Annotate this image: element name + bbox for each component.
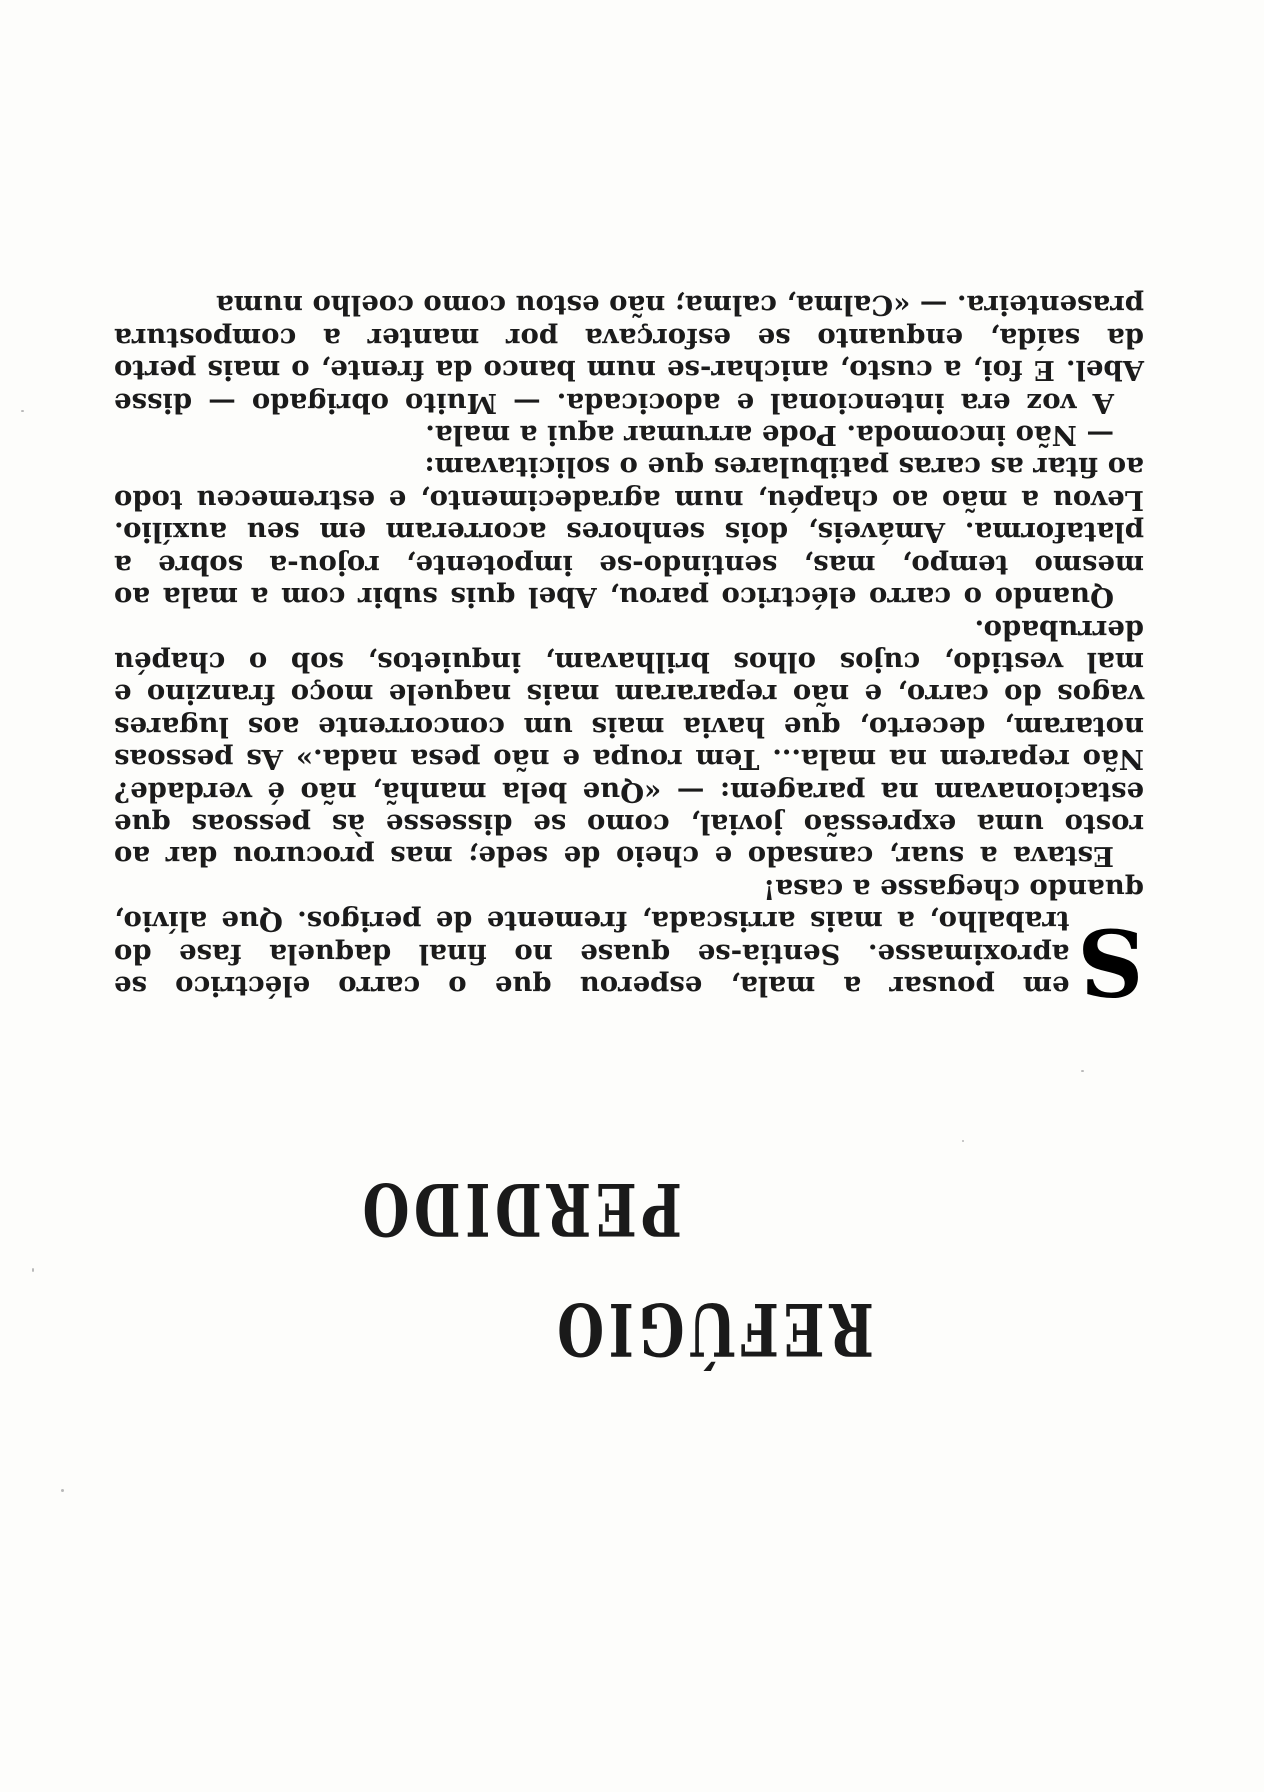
title-line-1: REFÚGIO — [552, 1287, 874, 1372]
print-speckle — [1081, 1070, 1084, 1072]
print-speckle — [32, 1268, 34, 1272]
drop-cap: S — [1077, 908, 1144, 1016]
print-speckle — [61, 1489, 64, 1492]
title-line-2: PERDIDO — [357, 1167, 682, 1252]
chapter-text — [114, 289, 1144, 1016]
paragraph-4: — Não incomoda. Pode arrumar aqui a mala. — [425, 419, 1114, 452]
paragraph-3: Quando o carro eléctrico parou, Abel quis subir com a mala ao mesmo tempo, mas, sentindo-se impotente, rojou-a sobre a plataforma. Amáveis, dois senhores acorreram em seu auxílio. Levou a mão ao chapéu, num agradecimento, e estremeceu todo ao fitar as caras patibulares que o solicitavam: — [114, 451, 1144, 614]
paragraph-2: Estava a suar, cansado e cheio de sede; mas procurou dar ao rosto uma expressão jovial, como se dissesse às pessoas que estacionavam na paragem: — «Que bela manhã, não é verdade? Não reparem na mala... Tem roupa e não pesa nada.» As pessoas notaram, decerto, que havia mais um concorrente aos lugares vagos do carro, e não repararam mais naquele moço franzino e mal vestido, cujos olhos brilhavam, inquietos, sob o chapéu derrubado. — [114, 613, 1144, 873]
paragraph-1 — [114, 872, 1144, 1016]
paragraph-1-text: em pousar a mala, esperou que o carro eléctrico se aproximasse. Sentia-se quase no final daquela fase do trabalho, a mais arriscada, fremente de perigos. Que alívio, quando chegasse a casa! — [114, 872, 1144, 1002]
print-speckle — [21, 410, 24, 412]
paragraph-5: A voz era intencional e adocicada. — Muito obrigado — disse Abel. E foi, a custo, anichar-se num banco da frente, o mais perto da saída, enquanto se esforçava por manter a compostura prasenteira. — «Calma, calma; não estou como coelho numa — [114, 289, 1144, 419]
print-speckle — [962, 1140, 964, 1142]
